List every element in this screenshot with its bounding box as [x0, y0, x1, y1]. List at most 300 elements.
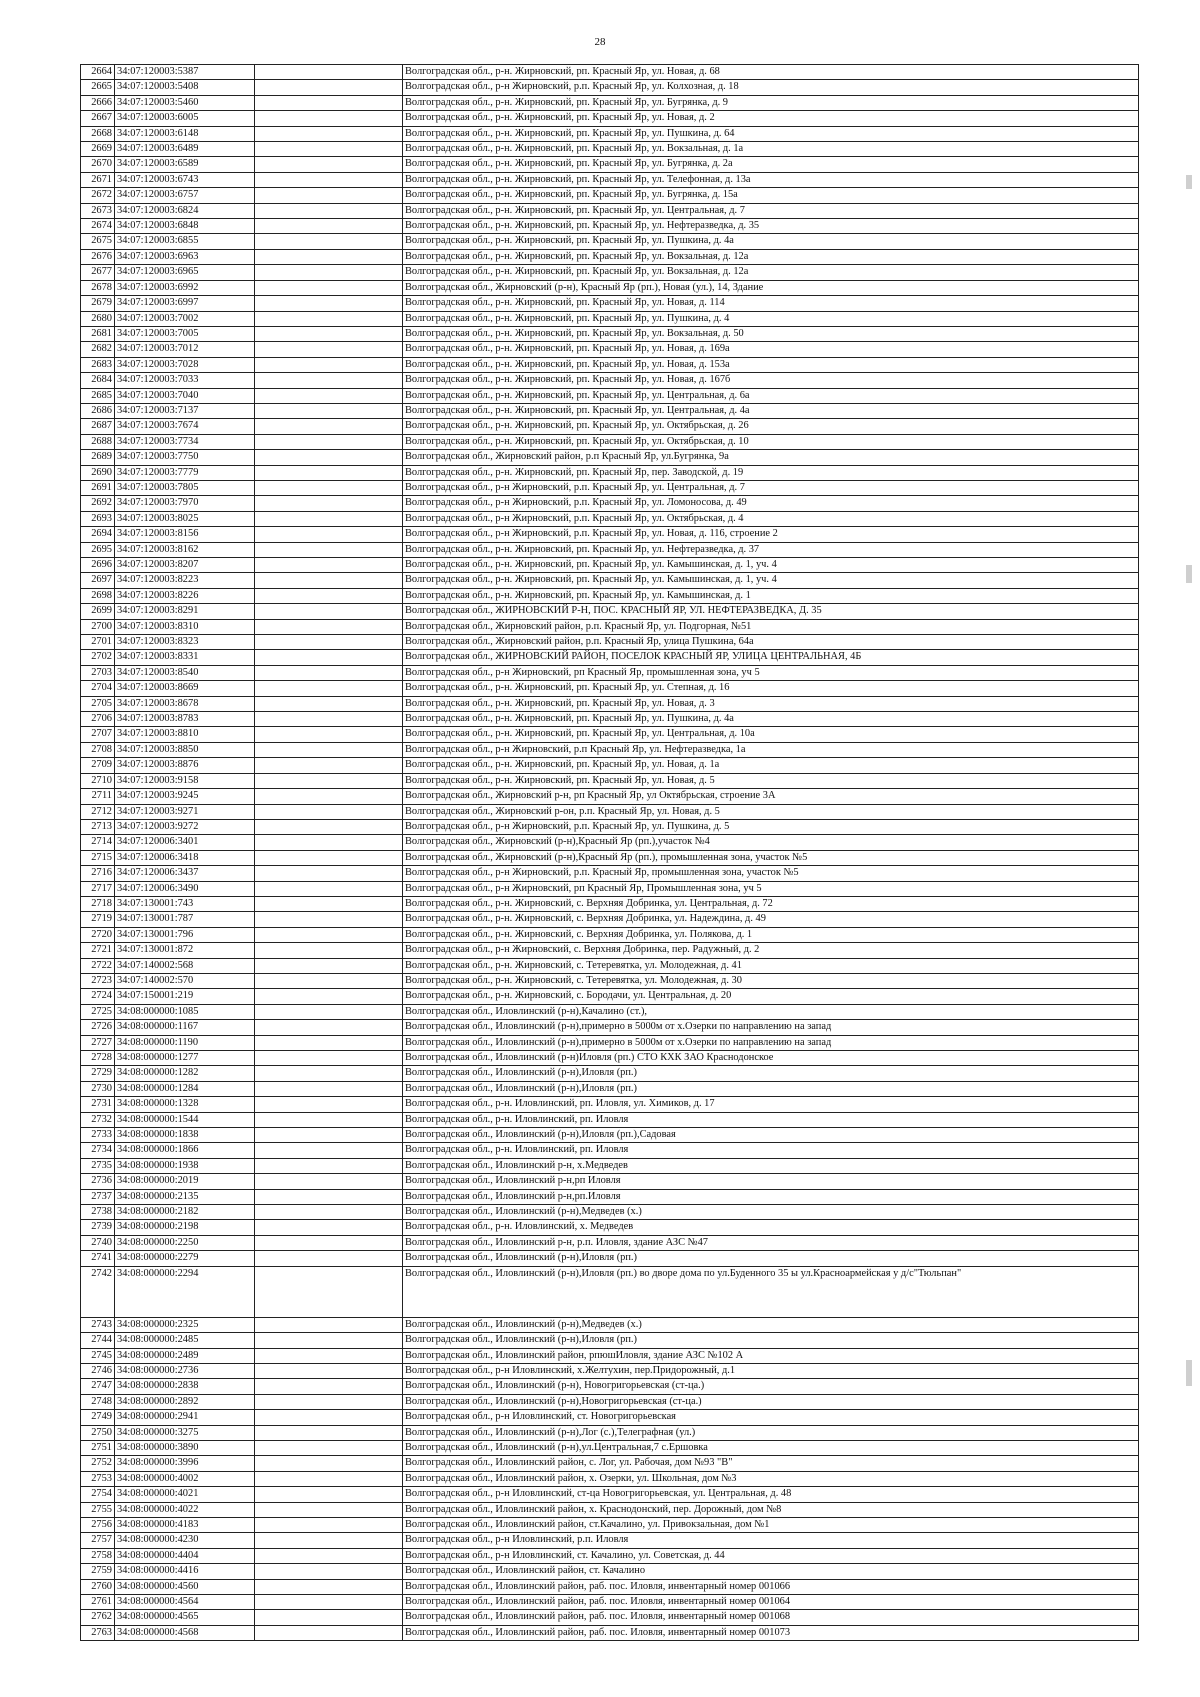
row-number-cell: 2719	[81, 912, 115, 927]
empty-cell	[255, 973, 403, 988]
table-row	[81, 1251, 1139, 1266]
row-number-cell: 2709	[81, 758, 115, 773]
row-number-cell: 2732	[81, 1112, 115, 1127]
empty-cell	[255, 80, 403, 95]
scan-artifact	[1186, 565, 1192, 583]
empty-cell	[255, 142, 403, 157]
row-number-cell: 2763	[81, 1625, 115, 1640]
row-number-cell: 2754	[81, 1487, 115, 1502]
table-row	[81, 126, 1139, 141]
row-number-cell: 2667	[81, 111, 115, 126]
cadastral-number-cell: 34:08:000000:2485	[115, 1333, 255, 1348]
empty-cell	[255, 542, 403, 557]
address-cell: Волгоградская обл., р-н. Жирновский, рп. Красный Яр, ул. Новая, д. 1а	[403, 758, 1139, 773]
empty-cell	[255, 203, 403, 218]
address-cell: Волгоградская обл., р-н Жирновский, р.п. Красный Яр, ул. Центральная, д. 7	[403, 480, 1139, 495]
table-row	[81, 912, 1139, 927]
address-cell: Волгоградская обл., Иловлинский (р-н),Новогригорьевская (ст-ца.)	[403, 1394, 1139, 1409]
cadastral-number-cell: 34:07:130001:787	[115, 912, 255, 927]
table-row	[81, 172, 1139, 187]
table-row	[81, 142, 1139, 157]
empty-cell	[255, 111, 403, 126]
row-number-cell: 2703	[81, 665, 115, 680]
address-cell: Волгоградская обл., р-н. Жирновский, рп. Красный Яр, ул. Новая, д. 68	[403, 65, 1139, 80]
address-cell: Волгоградская обл., р-н. Жирновский, рп. Красный Яр, ул. Вокзальная, д. 12а	[403, 265, 1139, 280]
cadastral-number-cell: 34:07:120003:8291	[115, 604, 255, 619]
cadastral-number-cell: 34:08:000000:1544	[115, 1112, 255, 1127]
empty-cell	[255, 1235, 403, 1250]
table-row	[81, 1363, 1139, 1378]
row-number-cell: 2715	[81, 850, 115, 865]
empty-cell	[255, 943, 403, 958]
row-number-cell: 2744	[81, 1333, 115, 1348]
cadastral-number-cell: 34:08:000000:1938	[115, 1158, 255, 1173]
row-number-cell: 2685	[81, 388, 115, 403]
table-row	[81, 635, 1139, 650]
cadastral-number-cell: 34:07:120006:3437	[115, 866, 255, 881]
table-row	[81, 1066, 1139, 1081]
address-cell: Волгоградская обл., р-н. Жирновский, рп. Красный Яр, ул. Степная, д. 16	[403, 681, 1139, 696]
table-row	[81, 403, 1139, 418]
table-row	[81, 1235, 1139, 1250]
empty-cell	[255, 1081, 403, 1096]
cadastral-number-cell: 34:07:120003:8162	[115, 542, 255, 557]
address-cell: Волгоградская обл., р-н. Жирновский, рп. Красный Яр, ул. Центральная, д. 4а	[403, 403, 1139, 418]
empty-cell	[255, 696, 403, 711]
row-number-cell: 2721	[81, 943, 115, 958]
table-row	[81, 234, 1139, 249]
cadastral-number-cell: 34:07:120003:8540	[115, 665, 255, 680]
address-cell: Волгоградская обл., р-н. Жирновский, рп. Красный Яр, ул. Октябрьская, д. 10	[403, 434, 1139, 449]
address-cell: Волгоградская обл., р-н Жирновский, с. Верхняя Добринка, пер. Радужный, д. 2	[403, 943, 1139, 958]
empty-cell	[255, 1317, 403, 1332]
cadastral-number-cell: 34:07:120003:5408	[115, 80, 255, 95]
row-number-cell: 2705	[81, 696, 115, 711]
row-number-cell: 2720	[81, 927, 115, 942]
table-row	[81, 373, 1139, 388]
table-row	[81, 665, 1139, 680]
row-number-cell: 2677	[81, 265, 115, 280]
empty-cell	[255, 850, 403, 865]
address-cell: Волгоградская обл., р-н. Жирновский, рп. Красный Яр, ул. Вокзальная, д. 1а	[403, 142, 1139, 157]
row-number-cell: 2757	[81, 1533, 115, 1548]
cadastral-number-cell: 34:07:120003:6824	[115, 203, 255, 218]
cadastral-number-cell: 34:08:000000:3996	[115, 1456, 255, 1471]
cadastral-number-cell: 34:07:120003:8310	[115, 619, 255, 634]
row-number-cell: 2665	[81, 80, 115, 95]
table-row	[81, 989, 1139, 1004]
table-row	[81, 1595, 1139, 1610]
row-number-cell: 2686	[81, 403, 115, 418]
empty-cell	[255, 881, 403, 896]
address-cell: Волгоградская обл., ЖИРНОВСКИЙ РАЙОН, ПОСЕЛОК КРАСНЫЙ ЯР, УЛИЦА ЦЕНТРАЛЬНАЯ, 4Б	[403, 650, 1139, 665]
empty-cell	[255, 1579, 403, 1594]
row-number-cell: 2730	[81, 1081, 115, 1096]
row-number-cell: 2762	[81, 1610, 115, 1625]
table-row	[81, 1220, 1139, 1235]
table-row	[81, 1189, 1139, 1204]
cadastral-number-cell: 34:07:120003:7674	[115, 419, 255, 434]
table-row	[81, 296, 1139, 311]
page-number: 28	[594, 36, 606, 48]
cadastral-number-cell: 34:07:120003:8323	[115, 635, 255, 650]
address-cell: Волгоградская обл., р-н. Жирновский, рп. Красный Яр, ул. Октябрьская, д. 26	[403, 419, 1139, 434]
empty-cell	[255, 727, 403, 742]
address-cell: Волгоградская обл., р-н. Жирновский, рп. Красный Яр, ул. Нефтеразведка, д. 37	[403, 542, 1139, 557]
address-cell: Волгоградская обл., Иловлинский район, ст.Качалино, ул. Привокзальная, дом №1	[403, 1517, 1139, 1532]
table-row	[81, 1533, 1139, 1548]
table-row	[81, 265, 1139, 280]
cadastral-number-cell: 34:07:120003:8223	[115, 573, 255, 588]
cadastral-number-cell: 34:07:130001:796	[115, 927, 255, 942]
address-cell: Волгоградская обл., Иловлинский район, рпюшИловля, здание АЗС №102 А	[403, 1348, 1139, 1363]
cadastral-number-cell: 34:08:000000:1277	[115, 1051, 255, 1066]
cadastral-number-cell: 34:08:000000:2941	[115, 1410, 255, 1425]
empty-cell	[255, 804, 403, 819]
cadastral-number-cell: 34:07:120003:8783	[115, 712, 255, 727]
empty-cell	[255, 1533, 403, 1548]
cadastral-number-cell: 34:07:120006:3401	[115, 835, 255, 850]
row-number-cell: 2695	[81, 542, 115, 557]
cadastral-number-cell: 34:07:120003:8669	[115, 681, 255, 696]
address-cell: Волгоградская обл., р-н. Жирновский, рп. Красный Яр, ул. Новая, д. 5	[403, 773, 1139, 788]
empty-cell	[255, 1456, 403, 1471]
table-row	[81, 742, 1139, 757]
table-row	[81, 357, 1139, 372]
table-row	[81, 188, 1139, 203]
address-cell: Волгоградская обл., Иловлинский (р-н),примерно в 5000м от х.Озерки по направлению на запад	[403, 1035, 1139, 1050]
cadastral-number-cell: 34:07:120006:3418	[115, 850, 255, 865]
table-row	[81, 480, 1139, 495]
row-number-cell: 2734	[81, 1143, 115, 1158]
cadastral-number-cell: 34:08:000000:1838	[115, 1128, 255, 1143]
table-row	[81, 249, 1139, 264]
cadastral-number-cell: 34:08:000000:2250	[115, 1235, 255, 1250]
table-row	[81, 819, 1139, 834]
cadastral-number-cell: 34:07:120003:6963	[115, 249, 255, 264]
empty-cell	[255, 1379, 403, 1394]
address-cell: Волгоградская обл., Жирновский (р-н),Красный Яр (рп.),участок №4	[403, 835, 1139, 850]
cadastral-number-cell: 34:08:000000:3890	[115, 1440, 255, 1455]
row-number-cell: 2750	[81, 1425, 115, 1440]
address-cell: Волгоградская обл., Иловлинский район, раб. пос. Иловля, инвентарный номер 001066	[403, 1579, 1139, 1594]
cadastral-number-cell: 34:08:000000:1866	[115, 1143, 255, 1158]
row-number-cell: 2761	[81, 1595, 115, 1610]
row-number-cell: 2724	[81, 989, 115, 1004]
address-cell: Волгоградская обл., р-н. Жирновский, рп. Красный Яр, ул. Вокзальная, д. 12а	[403, 249, 1139, 264]
cadastral-number-cell: 34:07:120003:7734	[115, 434, 255, 449]
row-number-cell: 2681	[81, 326, 115, 341]
row-number-cell: 2728	[81, 1051, 115, 1066]
cadastral-number-cell: 34:08:000000:4404	[115, 1548, 255, 1563]
empty-cell	[255, 650, 403, 665]
row-number-cell: 2716	[81, 866, 115, 881]
empty-cell	[255, 496, 403, 511]
address-cell: Волгоградская обл., р-н. Жирновский, рп. Красный Яр, ул. Пушкина, д. 4а	[403, 712, 1139, 727]
cadastral-number-cell: 34:07:120003:7040	[115, 388, 255, 403]
cadastral-number-cell: 34:08:000000:4565	[115, 1610, 255, 1625]
registry-table-body	[81, 65, 1139, 1641]
row-number-cell: 2731	[81, 1097, 115, 1112]
empty-cell	[255, 527, 403, 542]
cadastral-number-cell: 34:07:120003:8810	[115, 727, 255, 742]
row-number-cell: 2712	[81, 804, 115, 819]
address-cell: Волгоградская обл., р-н. Жирновский, рп. Красный Яр, ул. Центральная, д. 10а	[403, 727, 1139, 742]
table-row	[81, 219, 1139, 234]
row-number-cell: 2691	[81, 480, 115, 495]
cadastral-number-cell: 34:08:000000:4564	[115, 1595, 255, 1610]
row-number-cell: 2672	[81, 188, 115, 203]
table-row	[81, 80, 1139, 95]
table-row	[81, 465, 1139, 480]
empty-cell	[255, 896, 403, 911]
row-number-cell: 2717	[81, 881, 115, 896]
cadastral-number-cell: 34:07:120003:9245	[115, 789, 255, 804]
table-row	[81, 943, 1139, 958]
table-row	[81, 789, 1139, 804]
address-cell: Волгоградская обл., Иловлинский (р-н),примерно в 5000м от х.Озерки по направлению на запад	[403, 1020, 1139, 1035]
empty-cell	[255, 866, 403, 881]
row-number-cell: 2746	[81, 1363, 115, 1378]
address-cell: Волгоградская обл., р-н. Жирновский, рп. Красный Яр, ул. Камышинская, д. 1, уч. 4	[403, 558, 1139, 573]
registry-table-container	[80, 64, 1138, 1641]
cadastral-number-cell: 34:08:000000:4021	[115, 1487, 255, 1502]
row-number-cell: 2704	[81, 681, 115, 696]
cadastral-number-cell: 34:07:120003:8331	[115, 650, 255, 665]
address-cell: Волгоградская обл., Иловлинский (р-н),Медведев (х.)	[403, 1317, 1139, 1332]
empty-cell	[255, 1502, 403, 1517]
row-number-cell: 2756	[81, 1517, 115, 1532]
empty-cell	[255, 1158, 403, 1173]
address-cell: Волгоградская обл., р-н. Жирновский, рп. Красный Яр, ул. Нефтеразведка, д. 35	[403, 219, 1139, 234]
row-number-cell: 2690	[81, 465, 115, 480]
table-row	[81, 1174, 1139, 1189]
address-cell: Волгоградская обл., р-н Иловлинский, р.п. Иловля	[403, 1533, 1139, 1548]
cadastral-number-cell: 34:07:130001:743	[115, 896, 255, 911]
address-cell: Волгоградская обл., р-н. Жирновский, рп. Красный Яр, ул. Пушкина, д. 4а	[403, 234, 1139, 249]
table-row	[81, 95, 1139, 110]
table-row	[81, 1266, 1139, 1317]
address-cell: Волгоградская обл., р-н Иловлинский, ст. Новогригорьевская	[403, 1410, 1139, 1425]
table-row	[81, 712, 1139, 727]
address-cell: Волгоградская обл., р-н. Жирновский, рп. Красный Яр, ул. Новая, д. 167б	[403, 373, 1139, 388]
table-row	[81, 111, 1139, 126]
address-cell: Волгоградская обл., Иловлинский (р-н), Новогригорьевская (ст-ца.)	[403, 1379, 1139, 1394]
empty-cell	[255, 835, 403, 850]
row-number-cell: 2733	[81, 1128, 115, 1143]
address-cell: Волгоградская обл., Жирновский (р-н), Красный Яр (рп.), Новая (ул.), 14, Здание	[403, 280, 1139, 295]
table-row	[81, 280, 1139, 295]
table-row	[81, 434, 1139, 449]
empty-cell	[255, 819, 403, 834]
empty-cell	[255, 188, 403, 203]
row-number-cell: 2758	[81, 1548, 115, 1563]
empty-cell	[255, 434, 403, 449]
cadastral-number-cell: 34:07:120003:7002	[115, 311, 255, 326]
empty-cell	[255, 373, 403, 388]
table-row	[81, 65, 1139, 80]
table-row	[81, 1333, 1139, 1348]
cadastral-number-cell: 34:07:120003:7012	[115, 342, 255, 357]
table-row	[81, 958, 1139, 973]
table-row	[81, 388, 1139, 403]
empty-cell	[255, 912, 403, 927]
empty-cell	[255, 342, 403, 357]
table-row	[81, 850, 1139, 865]
address-cell: Волгоградская обл., Иловлинский (р-н),Иловля (рп.)	[403, 1251, 1139, 1266]
table-row	[81, 1471, 1139, 1486]
table-row	[81, 1487, 1139, 1502]
row-number-cell: 2700	[81, 619, 115, 634]
table-row	[81, 650, 1139, 665]
empty-cell	[255, 219, 403, 234]
table-row	[81, 1143, 1139, 1158]
row-number-cell: 2694	[81, 527, 115, 542]
empty-cell	[255, 388, 403, 403]
cadastral-number-cell: 34:08:000000:4183	[115, 1517, 255, 1532]
table-row	[81, 511, 1139, 526]
address-cell: Волгоградская обл., р-н. Жирновский, с. Верхняя Добринка, ул. Надеждина, д. 49	[403, 912, 1139, 927]
cadastral-number-cell: 34:07:120003:8678	[115, 696, 255, 711]
empty-cell	[255, 635, 403, 650]
empty-cell	[255, 1035, 403, 1050]
empty-cell	[255, 465, 403, 480]
table-row	[81, 419, 1139, 434]
table-row	[81, 1410, 1139, 1425]
cadastral-number-cell: 34:08:000000:2489	[115, 1348, 255, 1363]
empty-cell	[255, 234, 403, 249]
address-cell: Волгоградская обл., Жирновский район, р.п. Красный Яр, улица Пушкина, 64а	[403, 635, 1139, 650]
empty-cell	[255, 712, 403, 727]
table-row	[81, 1379, 1139, 1394]
table-row	[81, 1517, 1139, 1532]
table-row	[81, 773, 1139, 788]
cadastral-number-cell: 34:07:120003:7033	[115, 373, 255, 388]
row-number-cell: 2755	[81, 1502, 115, 1517]
empty-cell	[255, 619, 403, 634]
address-cell: Волгоградская обл., Жирновский р-он, р.п. Красный Яр, ул. Новая, д. 5	[403, 804, 1139, 819]
cadastral-number-cell: 34:07:120003:6855	[115, 234, 255, 249]
empty-cell	[255, 1625, 403, 1640]
registry-table	[80, 64, 1139, 1641]
address-cell: Волгоградская обл., Иловлинский район, раб. пос. Иловля, инвентарный номер 001068	[403, 1610, 1139, 1625]
row-number-cell: 2743	[81, 1317, 115, 1332]
cadastral-number-cell: 34:07:140002:570	[115, 973, 255, 988]
cadastral-number-cell: 34:07:120003:6148	[115, 126, 255, 141]
empty-cell	[255, 1595, 403, 1610]
row-number-cell: 2678	[81, 280, 115, 295]
address-cell: Волгоградская обл., Иловлинский район, раб. пос. Иловля, инвентарный номер 001073	[403, 1625, 1139, 1640]
address-cell: Волгоградская обл., р-н. Иловлинский, рп. Иловля	[403, 1112, 1139, 1127]
empty-cell	[255, 758, 403, 773]
address-cell: Волгоградская обл., р-н. Жирновский, рп. Красный Яр, ул. Новая, д. 2	[403, 111, 1139, 126]
cadastral-number-cell: 34:07:120003:7137	[115, 403, 255, 418]
address-cell: Волгоградская обл., р-н. Жирновский, с. Тетеревятка, ул. Молодежная, д. 30	[403, 973, 1139, 988]
address-cell: Волгоградская обл., Иловлинский район, х. Озерки, ул. Школьная, дом №3	[403, 1471, 1139, 1486]
empty-cell	[255, 419, 403, 434]
address-cell: Волгоградская обл., Жирновский (р-н),Красный Яр (рп.), промышленная зона, участок №5	[403, 850, 1139, 865]
table-row	[81, 1502, 1139, 1517]
cadastral-number-cell: 34:07:120003:6992	[115, 280, 255, 295]
empty-cell	[255, 311, 403, 326]
cadastral-number-cell: 34:08:000000:2019	[115, 1174, 255, 1189]
row-number-cell: 2679	[81, 296, 115, 311]
empty-cell	[255, 1205, 403, 1220]
table-row	[81, 1128, 1139, 1143]
row-number-cell: 2693	[81, 511, 115, 526]
table-row	[81, 203, 1139, 218]
table-row	[81, 604, 1139, 619]
cadastral-number-cell: 34:08:000000:1328	[115, 1097, 255, 1112]
address-cell: Волгоградская обл., Иловлинский (р-н)Иловля (рп.) СТО КХК ЗАО Краснодонское	[403, 1051, 1139, 1066]
empty-cell	[255, 665, 403, 680]
cadastral-number-cell: 34:07:120003:7005	[115, 326, 255, 341]
address-cell: Волгоградская обл., р-н. Жирновский, с. Тетеревятка, ул. Молодежная, д. 41	[403, 958, 1139, 973]
table-row	[81, 558, 1139, 573]
table-row	[81, 326, 1139, 341]
empty-cell	[255, 1220, 403, 1235]
empty-cell	[255, 280, 403, 295]
address-cell: Волгоградская обл., р-н. Жирновский, рп. Красный Яр, ул. Камышинская, д. 1	[403, 588, 1139, 603]
table-row	[81, 1610, 1139, 1625]
address-cell: Волгоградская обл., р-н. Жирновский, рп. Красный Яр, ул. Новая, д. 153а	[403, 357, 1139, 372]
row-number-cell: 2675	[81, 234, 115, 249]
empty-cell	[255, 1517, 403, 1532]
table-row	[81, 1035, 1139, 1050]
address-cell: Волгоградская обл., р-н. Иловлинский, рп. Иловля	[403, 1143, 1139, 1158]
table-row	[81, 450, 1139, 465]
address-cell: Волгоградская обл., Иловлинский район, раб. пос. Иловля, инвентарный номер 001064	[403, 1595, 1139, 1610]
row-number-cell: 2692	[81, 496, 115, 511]
address-cell: Волгоградская обл., р-н. Жирновский, рп. Красный Яр, ул. Вокзальная, д. 50	[403, 326, 1139, 341]
row-number-cell: 2707	[81, 727, 115, 742]
empty-cell	[255, 773, 403, 788]
table-row	[81, 1564, 1139, 1579]
row-number-cell: 2673	[81, 203, 115, 218]
table-row	[81, 881, 1139, 896]
cadastral-number-cell: 34:08:000000:1167	[115, 1020, 255, 1035]
address-cell: Волгоградская обл., Иловлинский (р-н),ул.Центральная,7 с.Ершовка	[403, 1440, 1139, 1455]
empty-cell	[255, 95, 403, 110]
address-cell: Волгоградская обл., р-н. Жирновский, рп. Красный Яр, ул. Новая, д. 114	[403, 296, 1139, 311]
table-row	[81, 1205, 1139, 1220]
row-number-cell: 2669	[81, 142, 115, 157]
row-number-cell: 2671	[81, 172, 115, 187]
address-cell: Волгоградская обл., р-н Жирновский, рп Красный Яр, промышленная зона, уч 5	[403, 665, 1139, 680]
empty-cell	[255, 573, 403, 588]
address-cell: Волгоградская обл., Иловлинский район, х. Краснодонский, пер. Дорожный, дом №8	[403, 1502, 1139, 1517]
cadastral-number-cell: 34:08:000000:2279	[115, 1251, 255, 1266]
empty-cell	[255, 1363, 403, 1378]
cadastral-number-cell: 34:07:120003:9158	[115, 773, 255, 788]
address-cell: Волгоградская обл., р-н Иловлинский, ст. Качалино, ул. Советская, д. 44	[403, 1548, 1139, 1563]
cadastral-number-cell: 34:08:000000:4022	[115, 1502, 255, 1517]
row-number-cell: 2688	[81, 434, 115, 449]
empty-cell	[255, 480, 403, 495]
cadastral-number-cell: 34:08:000000:1282	[115, 1066, 255, 1081]
empty-cell	[255, 558, 403, 573]
address-cell: Волгоградская обл., Иловлинский район, с. Лог, ул. Рабочая, дом №93 "В"	[403, 1456, 1139, 1471]
row-number-cell: 2701	[81, 635, 115, 650]
address-cell: Волгоградская обл., Иловлинский р-н, р.п. Иловля, здание АЗС №47	[403, 1235, 1139, 1250]
row-number-cell: 2760	[81, 1579, 115, 1594]
address-cell: Волгоградская обл., р-н Жирновский, р.п. Красный Яр, ул. Пушкина, д. 5	[403, 819, 1139, 834]
table-row	[81, 311, 1139, 326]
cadastral-number-cell: 34:08:000000:1190	[115, 1035, 255, 1050]
empty-cell	[255, 1051, 403, 1066]
address-cell: Волгоградская обл., р-н. Жирновский, рп. Красный Яр, ул. Новая, д. 3	[403, 696, 1139, 711]
empty-cell	[255, 403, 403, 418]
